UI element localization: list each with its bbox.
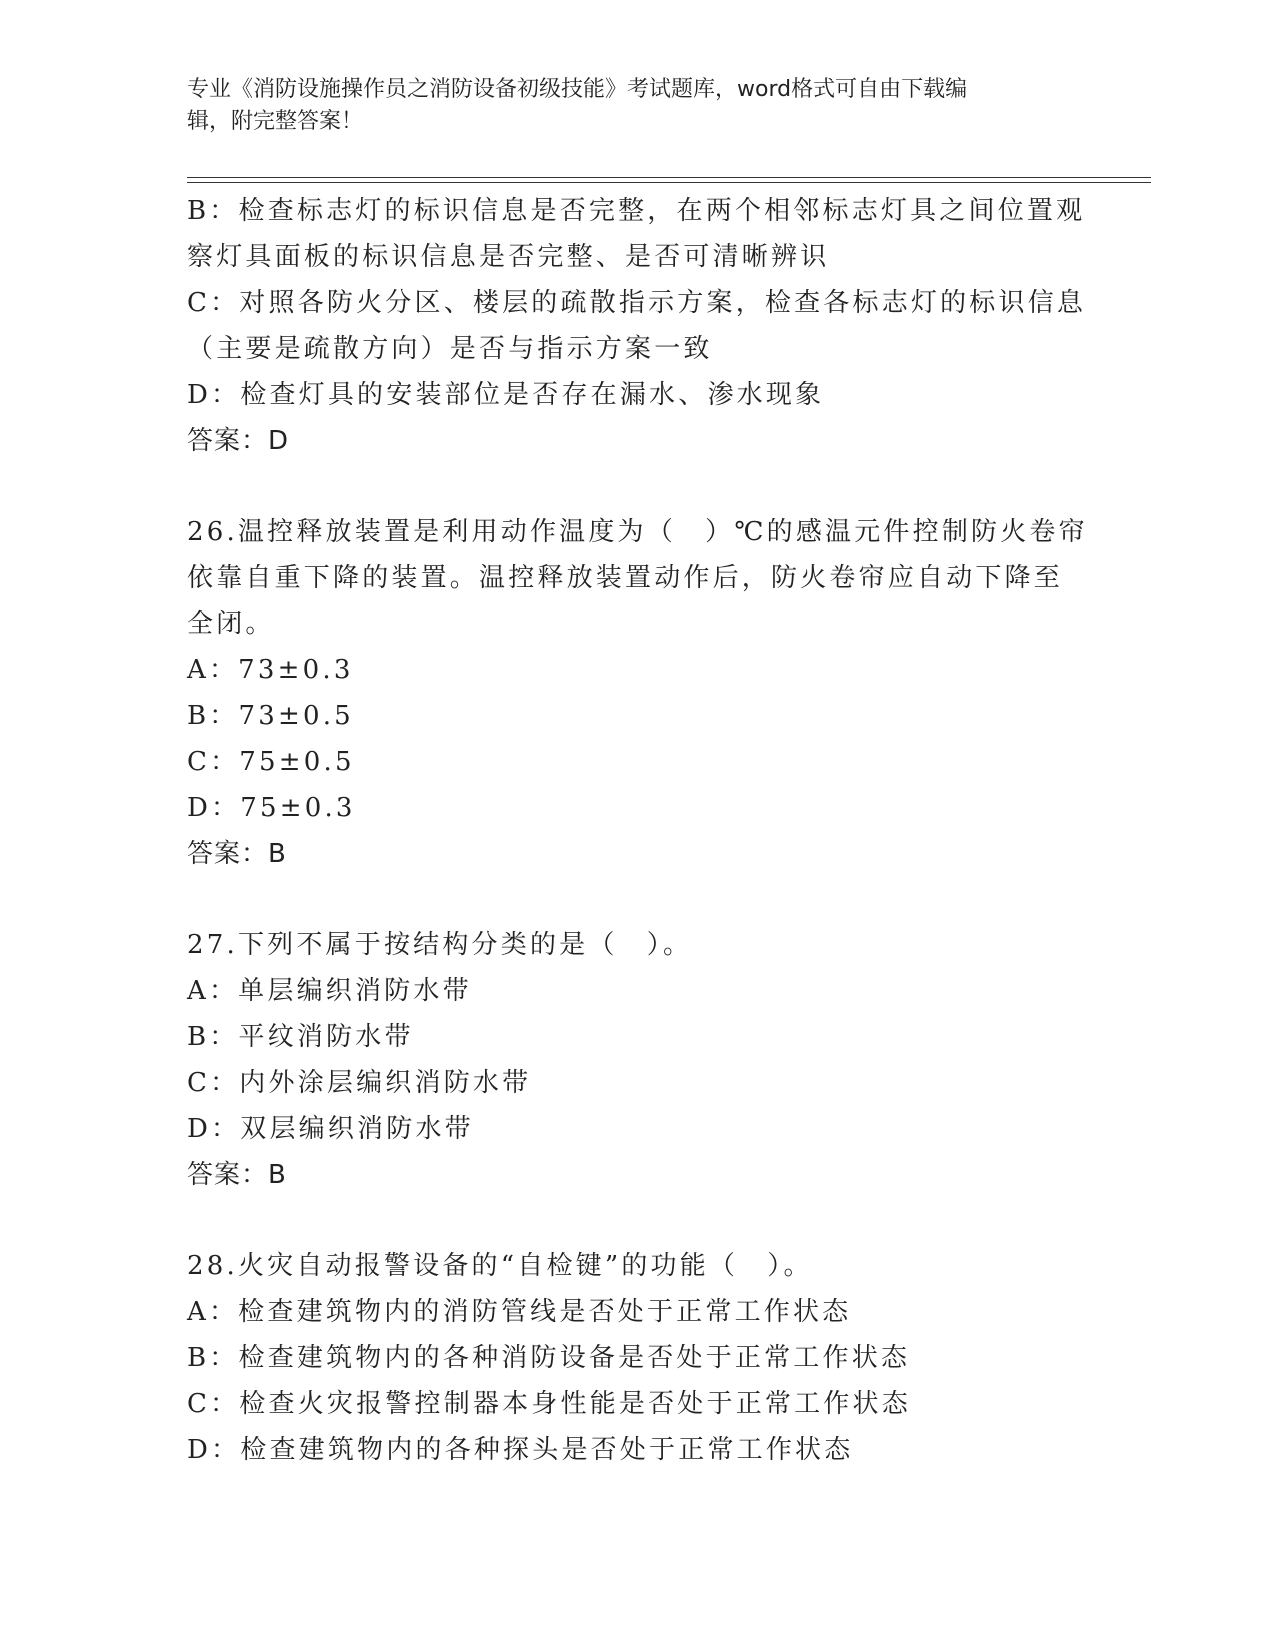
header-title-line-1: 专业《消防设施操作员之消防设备初级技能》考试题库，word格式可自由下载编 <box>187 77 968 102</box>
question-stem: 27.下列不属于按结构分类的是（ ）。 <box>187 930 693 960</box>
option-d: D：75±0.3 <box>187 793 356 823</box>
option-c: C：检查火灾报警控制器本身性能是否处于正常工作状态 <box>187 1389 911 1419</box>
question-block <box>187 922 1087 1198</box>
block-gap <box>187 1198 1087 1243</box>
question-block <box>187 188 1087 464</box>
option-b-line-2: 察灯具面板的标识信息是否完整、是否可清晰辨识 <box>187 242 830 272</box>
page-header <box>187 74 1087 138</box>
option-d: D：检查灯具的安装部位是否存在漏水、渗水现象 <box>187 380 825 410</box>
question-block <box>187 509 1087 877</box>
question-stem: 28.火灾自动报警设备的“自检键”的功能（ ）。 <box>187 1251 813 1281</box>
option-b: B：平纹消防水带 <box>187 1022 414 1052</box>
document-body <box>187 188 1087 1473</box>
question-block <box>187 1243 1087 1473</box>
block-gap <box>187 464 1087 509</box>
header-rule-top <box>187 177 1151 178</box>
block-gap <box>187 877 1087 922</box>
question-stem-line-1: 26.温控释放装置是利用动作温度为（ ）℃的感温元件控制防火卷帘 <box>187 517 1088 547</box>
option-b: B：73±0.5 <box>187 701 354 731</box>
header-rule-bottom <box>187 182 1151 183</box>
option-c-line-1: C：对照各防火分区、楼层的疏散指示方案，检查各标志灯的标识信息 <box>187 288 1087 318</box>
option-c: C：内外涂层编织消防水带 <box>187 1068 532 1098</box>
option-d: D：检查建筑物内的各种探头是否处于正常工作状态 <box>187 1435 854 1465</box>
answer-line: 答案：D <box>187 426 290 456</box>
option-c-line-2: （主要是疏散方向）是否与指示方案一致 <box>187 334 713 364</box>
header-title-line-2: 辑，附完整答案！ <box>187 109 364 134</box>
answer-line: 答案：B <box>187 1160 287 1190</box>
option-c: C：75±0.5 <box>187 747 355 777</box>
option-a: A：检查建筑物内的消防管线是否处于正常工作状态 <box>187 1297 852 1327</box>
answer-line: 答案：B <box>187 839 287 869</box>
option-a: A：73±0.3 <box>187 655 354 685</box>
option-b-line-1: B：检查标志灯的标识信息是否完整，在两个相邻标志灯具之间位置观 <box>187 196 1086 226</box>
option-d: D：双层编织消防水带 <box>187 1114 474 1144</box>
question-stem-line-2: 依靠自重下降的装置。温控释放装置动作后，防火卷帘应自动下降至 <box>187 563 1064 593</box>
option-b: B：检查建筑物内的各种消防设备是否处于正常工作状态 <box>187 1343 911 1373</box>
question-stem-line-3: 全闭。 <box>187 609 275 639</box>
option-a: A：单层编织消防水带 <box>187 976 472 1006</box>
